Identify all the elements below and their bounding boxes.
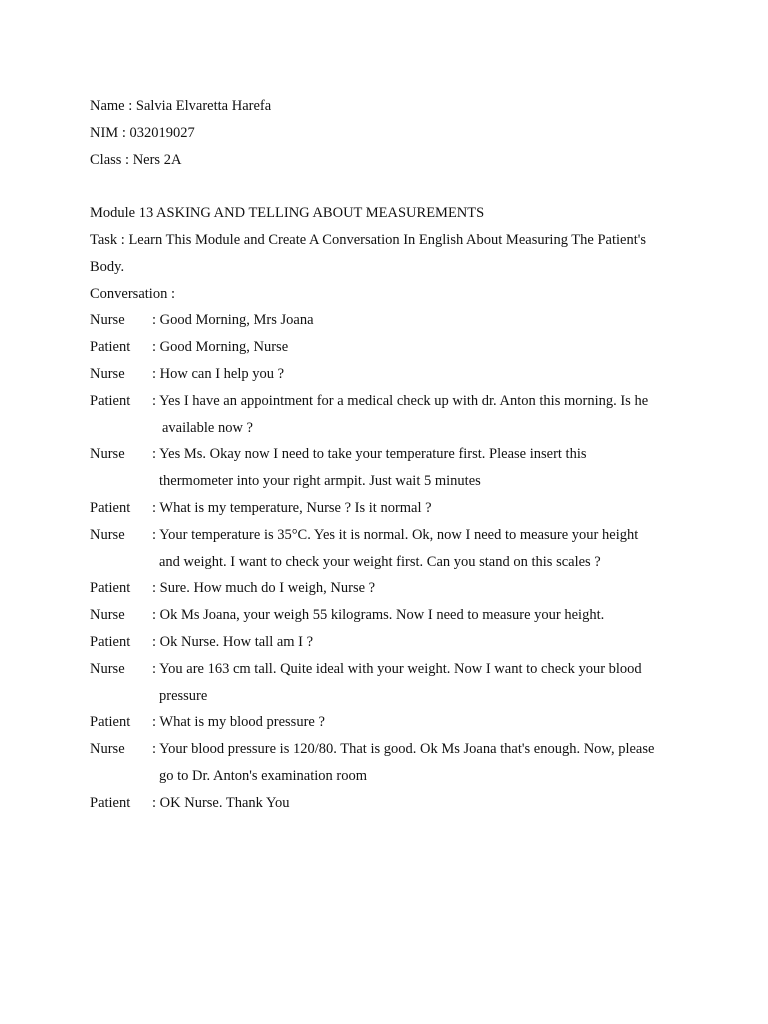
conversation-turn (90, 495, 690, 522)
utterance (152, 575, 690, 602)
utterance (152, 736, 690, 790)
utterance (152, 602, 690, 629)
conversation-turn (90, 441, 690, 495)
utterance (152, 361, 690, 388)
utterance-line: : Good Morning, Mrs Joana (152, 312, 314, 329)
conversation-label: Conversation : (90, 285, 175, 302)
task-line-1: Task : Learn This Module and Create A Conversation In English About Measuring The Patient's (90, 231, 647, 248)
conversation-turn (90, 522, 690, 576)
document-page (90, 93, 690, 817)
utterance-line: : Yes Ms. Okay now I need to take your temperature first. Please insert this (152, 446, 587, 463)
speaker-label: Nurse (90, 446, 125, 463)
module-title: Module 13 ASKING AND TELLING ABOUT MEASUREMENTS (90, 205, 485, 222)
utterance-continuation: go to Dr. Anton's examination room (159, 767, 368, 784)
utterance-continuation: pressure (159, 687, 208, 704)
speaker-label: Patient (90, 499, 131, 516)
conversation-list (90, 307, 690, 816)
speaker-label: Nurse (90, 741, 125, 758)
utterance-continuation: and weight. I want to check your weight first. Can you stand on this scales ? (159, 553, 601, 570)
conversation-turn (90, 709, 690, 736)
conversation-turn (90, 388, 690, 442)
conversation-turn (90, 629, 690, 656)
utterance (152, 709, 690, 736)
conversation-turn (90, 736, 690, 790)
speaker-label: Patient (90, 339, 131, 356)
utterance-line: : Your temperature is 35°C. Yes it is normal. Ok, now I need to measure your height (152, 526, 639, 543)
spacer (90, 173, 690, 200)
utterance-line: : How can I help you ? (152, 365, 285, 382)
conversation-turn (90, 602, 690, 629)
utterance-line: : You are 163 cm tall. Quite ideal with your weight. Now I want to check your blood (152, 660, 642, 677)
utterance (152, 334, 690, 361)
speaker-label: Nurse (90, 607, 125, 624)
utterance-line: : Good Morning, Nurse (152, 339, 289, 356)
student-class: Class : Ners 2A (90, 151, 182, 168)
student-name: Name : Salvia Elvaretta Harefa (90, 98, 272, 114)
utterance (152, 388, 690, 442)
speaker-label: Patient (90, 794, 131, 811)
utterance-line: : What is my blood pressure ? (152, 714, 325, 731)
conversation-turn (90, 334, 690, 361)
conversation-turn (90, 307, 690, 334)
utterance (152, 441, 690, 495)
utterance-line: : OK Nurse. Thank You (152, 794, 290, 811)
speaker-label: Patient (90, 633, 131, 650)
conversation-turn (90, 656, 690, 710)
utterance (152, 495, 690, 522)
speaker-label: Nurse (90, 312, 125, 329)
utterance-line: : Sure. How much do I weigh, Nurse ? (152, 580, 376, 597)
utterance-line: : Ok Ms Joana, your weigh 55 kilograms. Now I need to measure your height. (152, 607, 605, 624)
speaker-label: Patient (90, 714, 131, 731)
utterance-line: : Your blood pressure is 120/80. That is good. Ok Ms Joana that's enough. Now, please (152, 741, 655, 758)
utterance (152, 307, 690, 334)
speaker-label: Nurse (90, 526, 125, 543)
utterance (152, 522, 690, 576)
task-line-2: Body. (90, 258, 125, 275)
speaker-label: Patient (90, 580, 131, 597)
utterance-continuation: available now ? (162, 419, 253, 436)
utterance-line: : What is my temperature, Nurse ? Is it normal ? (152, 499, 432, 516)
student-nim: NIM : 032019027 (90, 124, 195, 141)
speaker-label: Nurse (90, 660, 125, 677)
conversation-turn (90, 575, 690, 602)
conversation-turn (90, 361, 690, 388)
utterance-line: : Ok Nurse. How tall am I ? (152, 633, 314, 650)
utterance (152, 790, 690, 817)
utterance (152, 656, 690, 710)
speaker-label: Patient (90, 392, 131, 409)
utterance-continuation: thermometer into your right armpit. Just wait 5 minutes (159, 473, 481, 490)
utterance (152, 629, 690, 656)
speaker-label: Nurse (90, 365, 125, 382)
utterance-line: : Yes I have an appointment for a medical check up with dr. Anton this morning. Is he (152, 392, 649, 409)
conversation-turn (90, 790, 690, 817)
